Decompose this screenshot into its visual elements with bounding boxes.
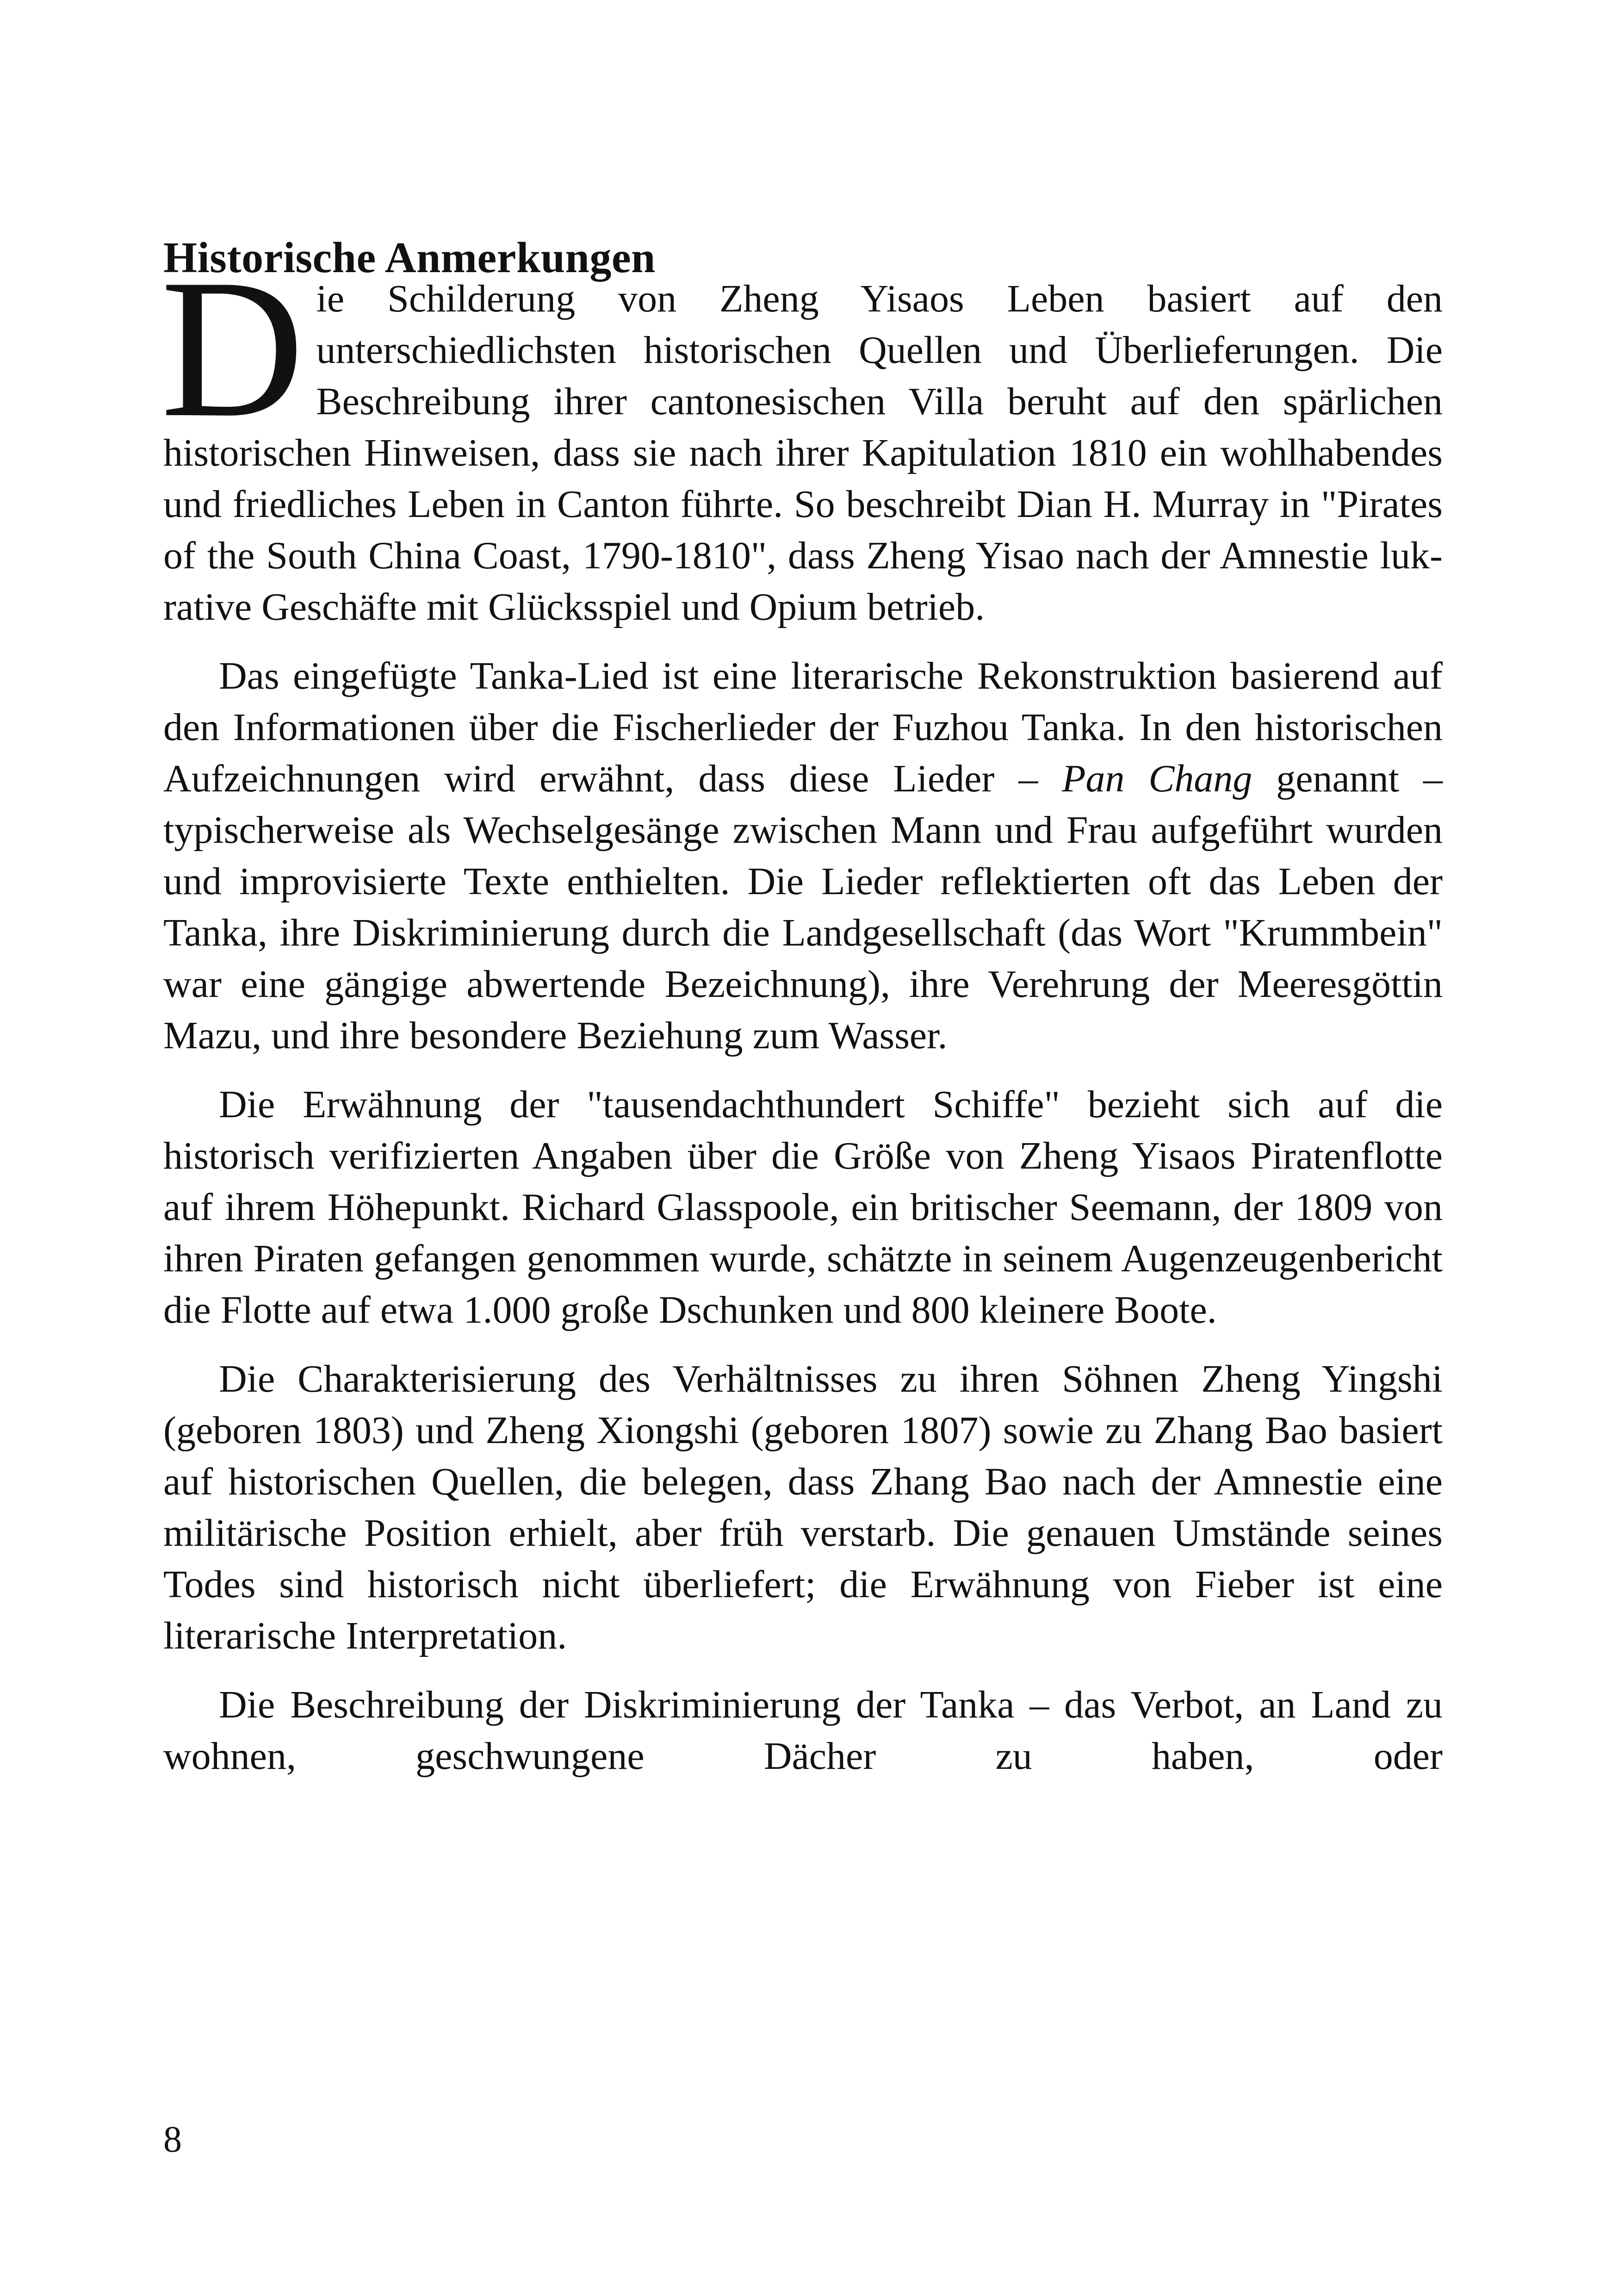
- paragraph-3-text: Die Erwähnung der "tausendachthundert Schiffe" bezieht sich auf die historisch verifizierten Angaben über die Größe von Zheng Yisaos Piratenflotte auf ihrem Höhepunkt. Richard Glasspoole, ein britischer Seemann, der 1809 von ihren Piraten gefangen genommen wurde, schätzte in seinem Augenzeugenbericht die Flotte auf etwa 1.000 große Dschunken und 800 kleinere Boote.: [163, 1083, 1443, 1332]
- paragraph-2-text-after: genannt – typischerweise als Wechselgesänge zwischen Mann und Frau aufgeführt wurden und improvisierte Texte enthielten. Die Lieder reflektierten oft das Leben der Tanka, ihre Diskriminierung durch die Landgesellschaft (das Wort "Krummbein" war eine gängige abwertende Bezeichnung), ihre Verehrung der Meeresgöttin Mazu, und ihre besondere Beziehung zum Wasser.: [163, 757, 1443, 1057]
- paragraph-2: [163, 650, 1443, 1061]
- section-heading: Historische Anmerkungen: [163, 234, 656, 282]
- paragraph-3: [163, 1079, 1443, 1336]
- paragraph-5-text: Die Beschreibung der Diskriminierung der Tanka – das Verbot, an Land zu wohnen, geschwungene Dächer zu haben, oder: [163, 1683, 1443, 1778]
- paragraph-4-text: Die Charakterisierung des Verhältnisses zu ihren Söhnen Zheng Yingshi (geboren 1803) und Zheng Xiongshi (geboren 1807) sowie zu Zhang Bao basiert auf historischen Quellen, die belegen, dass Zhang Bao nach der Amnestie eine militärische Position erhielt, aber früh verstarb. Die genauen Umstände seines Todes sind historisch nicht überliefert; die Erwähnung von Fieber ist eine literarische Interpretation.: [163, 1357, 1443, 1657]
- paragraph-4: [163, 1353, 1443, 1661]
- page-number: 8: [163, 2119, 182, 2160]
- drop-cap: D: [161, 238, 304, 459]
- paragraph-5: [163, 1679, 1443, 1782]
- paragraph-2-emphasis: Pan Chang: [1062, 757, 1252, 800]
- paragraph-2-text-before: Das eingefügte Tanka-Lied ist eine literarische Rekonstruktion basierend auf den Informationen über die Fischerlieder der Fuzhou Tanka. In den historischen Aufzeichnungen wird erwähnt, dass diese Lieder –: [163, 654, 1443, 800]
- paragraph-1-text: ie Schilderung von Zheng Yisaos Leben basiert auf den unterschiedlichsten historischen Quellen und Überlieferungen. Die Beschreibung ihrer cantonesischen Villa beruht auf den spärlichen historischen Hinweisen, dass sie nach ihrer Kapitulation 1810 ein wohlhabendes und friedliches Leben in Canton führte. So beschreibt Dian H. Murray in "Pirates of the South China Coast, 1790-1810", dass Zheng Yisao nach der Amnestie lukrative Geschäfte mit Glücksspiel und Opium betrieb.: [163, 277, 1443, 628]
